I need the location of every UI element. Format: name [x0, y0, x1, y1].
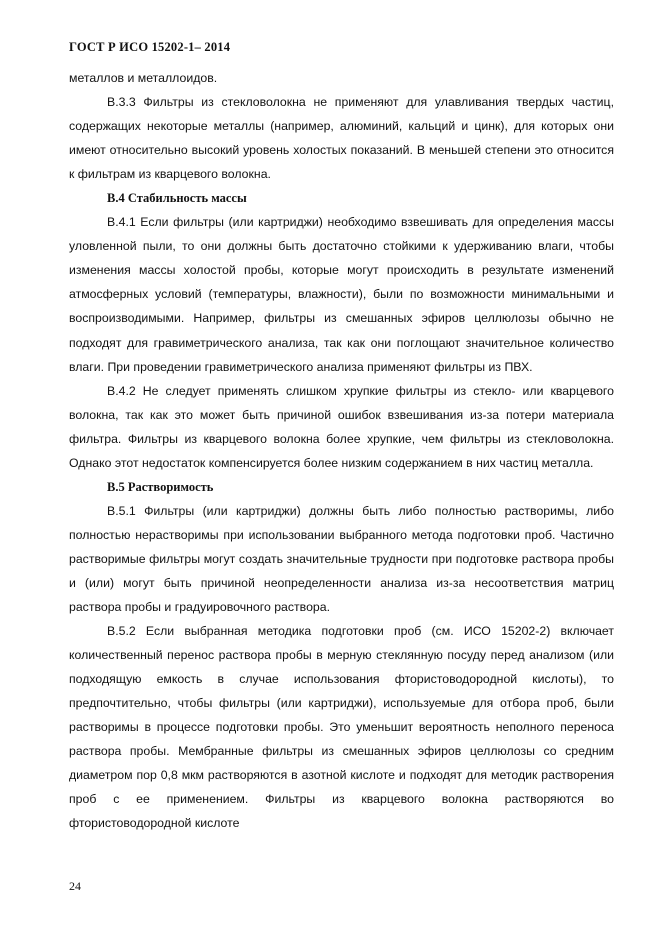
- paragraph-b5-1: В.5.1 Фильтры (или картриджи) должны быть либо полностью растворимы, либо полностью нерастворимы при использовании выбранного метода подготовки проб. Частично растворимые фильтры могут создать значительные трудности при подготовке раствора пробы и (или) могут быть причиной неопределенности анализа из-за несоответствия матриц раствора пробы и градуировочного раствора.: [69, 503, 614, 615]
- section-heading-b5: В.5 Растворимость: [107, 479, 214, 494]
- paragraph-continuation: металлов и металлоидов.: [69, 71, 218, 85]
- paragraph-b4-1: В.4.1 Если фильтры (или картриджи) необходимо взвешивать для определения массы уловленной пыли, то они должны быть достаточно стойкими к удерживанию влаги, чтобы изменения массы холостой пробы, которые могут происходить в результате изменений атмосферных условий (температуры, влажности), были по возможности минимальными и воспроизводимыми. Например, фильтры из смешанных эфиров целлюлозы обычно не подходят для гравиметрического анализа, так как они поглощают значительное количество влаги. При проведении гравиметрического анализа применяют фильтры из ПВХ.: [69, 215, 614, 374]
- document-header: ГОСТ Р ИСО 15202-1– 2014: [69, 40, 231, 54]
- page-number: 24: [69, 879, 81, 893]
- section-heading-b4: В.4 Стабильность массы: [107, 191, 247, 206]
- paragraph-b4-2: В.4.2 Не следует применять слишком хрупкие фильтры из стекло- или кварцевого волокна, так как это может быть причиной ошибок взвешивания из-за потери материала фильтра. Фильтры из кварцевого волокна более хрупкие, чем фильтры из стекловолокна. Однако этот недостаток компенсируется более низким содержанием в них частиц металла.: [69, 383, 614, 470]
- paragraph-b3-3: В.3.3 Фильтры из стекловолокна не применяют для улавливания твердых частиц, содержащих некоторые металлы (например, алюминий, кальций и цинк), для которых они имеют относительно высокий уровень холостых показаний. В меньшей степени это относится к фильтрам из кварцевого волокна.: [69, 95, 614, 182]
- document-body: [69, 66, 614, 836]
- paragraph-b5-2: В.5.2 Если выбранная методика подготовки проб (см. ИСО 15202-2) включает количественный перенос раствора пробы в мерную стеклянную посуду перед анализом (или подходящую емкость в случае использования фтористоводородной кислоты), то предпочтительно, чтобы фильтры (или картриджи), используемые для отбора проб, были растворимы в процессе подготовки пробы. Это уменьшит вероятность неполного переноса раствора пробы. Мембранные фильтры из смешанных эфиров целлюлозы со средним диаметром пор 0,8 мкм растворяются в азотной кислоте и подходят для методик растворения проб с ее применением. Фильтры из кварцевого волокна растворяются во фтористоводородной кислоте: [69, 624, 614, 831]
